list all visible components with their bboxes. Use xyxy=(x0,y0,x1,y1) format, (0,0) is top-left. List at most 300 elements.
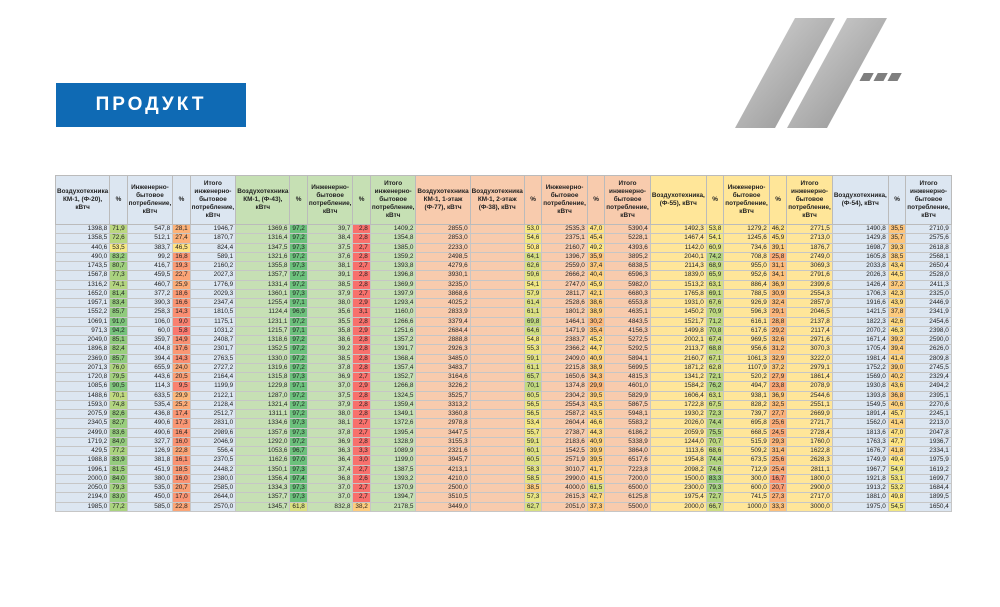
table-cell: 29,2 xyxy=(769,326,786,335)
table-cell: 2026,0 xyxy=(650,419,706,428)
table-cell: 19,3 xyxy=(173,262,190,271)
table-cell: 2888,8 xyxy=(416,336,470,345)
table-cell: 2554,3 xyxy=(542,400,588,409)
table-row xyxy=(56,419,952,428)
table-cell: 74,1 xyxy=(110,280,127,289)
table-cell: 1391,7 xyxy=(370,345,416,354)
table-cell: 1719,2 xyxy=(56,437,110,446)
table-cell: 18,6 xyxy=(173,289,190,298)
table-cell: 33,3 xyxy=(769,502,786,511)
column-header: Инженерно-бытовое потребление, кВтч xyxy=(127,176,173,225)
table-cell: 94,2 xyxy=(110,326,127,335)
table-cell: 1930,2 xyxy=(650,410,706,419)
table-cell: 2499,0 xyxy=(56,428,110,437)
table-cell: 69,8 xyxy=(524,317,541,326)
table-cell: 1749,9 xyxy=(832,456,888,465)
table-cell: 64,6 xyxy=(524,326,541,335)
table-cell: 37,9 xyxy=(307,289,353,298)
table-cell: 45,7 xyxy=(888,410,905,419)
table-cell: 65,9 xyxy=(706,271,723,280)
table-cell: 4156,3 xyxy=(605,326,651,335)
table-cell: 1316,4 xyxy=(236,234,290,243)
table-cell: 44,3 xyxy=(587,428,604,437)
table-row xyxy=(56,484,952,493)
table-cell: 5948,1 xyxy=(605,410,651,419)
table-cell: 97,1 xyxy=(290,382,307,391)
table-cell: 2666,2 xyxy=(542,271,588,280)
table-cell: 25,8 xyxy=(769,252,786,261)
table-cell: 5583,2 xyxy=(605,419,651,428)
table-cell: 1352,5 xyxy=(236,345,290,354)
table-row xyxy=(56,363,952,372)
table-cell: 39,7 xyxy=(307,225,353,234)
table-cell: 2749,0 xyxy=(787,252,833,261)
table-row xyxy=(56,262,952,271)
table-cell: 38,6 xyxy=(307,336,353,345)
table-cell: 2710,9 xyxy=(906,225,952,234)
column-header: % xyxy=(888,176,905,225)
table-cell: 2559,0 xyxy=(542,262,588,271)
table-cell: 2049,0 xyxy=(56,336,110,345)
table-cell: 2270,6 xyxy=(906,400,952,409)
table-cell: 5894,1 xyxy=(605,354,651,363)
table-cell: 490,6 xyxy=(127,428,173,437)
table-cell: 1988,8 xyxy=(56,456,110,465)
table-cell: 17,4 xyxy=(173,410,190,419)
table-cell: 1913,2 xyxy=(832,484,888,493)
table-cell: 63,1 xyxy=(706,391,723,400)
table-cell: 81,4 xyxy=(110,289,127,298)
table-cell: 1684,4 xyxy=(906,484,952,493)
table-cell: 79,5 xyxy=(110,373,127,382)
table-cell: 35,9 xyxy=(587,252,604,261)
table-cell: 37,0 xyxy=(307,493,353,502)
column-header: % xyxy=(353,176,370,225)
table-cell: 4843,5 xyxy=(605,317,651,326)
column-header: Итого инженерно-бытовое потребление, кВтч xyxy=(190,176,236,225)
table-cell xyxy=(470,308,524,317)
column-header: % xyxy=(110,176,127,225)
column-header: Итого инженерно-бытовое потребление, кВтч xyxy=(906,176,952,225)
table-cell: 673,5 xyxy=(724,456,770,465)
table-cell: 708,8 xyxy=(724,252,770,261)
table-cell: 6596,3 xyxy=(605,271,651,280)
table-cell: 971,3 xyxy=(56,326,110,335)
table-cell: 1357,7 xyxy=(236,493,290,502)
table-cell: 61,4 xyxy=(524,299,541,308)
table-cell: 2114,3 xyxy=(650,262,706,271)
table-cell: 2,8 xyxy=(353,317,370,326)
table-cell: 2618,8 xyxy=(906,243,952,252)
table-cell: 2051,0 xyxy=(542,502,588,511)
table-cell: 2,8 xyxy=(353,252,370,261)
table-row xyxy=(56,428,952,437)
column-header: Итого инженерно-бытовое потребление, кВтч xyxy=(370,176,416,225)
table-cell: 74,4 xyxy=(706,419,723,428)
table-cell: 1881,0 xyxy=(832,493,888,502)
table-cell: 4213,1 xyxy=(416,465,470,474)
table-cell: 31,4 xyxy=(769,447,786,456)
table-cell: 1698,7 xyxy=(832,243,888,252)
table-cell: 515,9 xyxy=(724,437,770,446)
table-cell: 390,3 xyxy=(127,299,173,308)
table-cell: 39,1 xyxy=(307,271,353,280)
column-header: Инженерно-бытовое потребление, кВтч xyxy=(542,176,588,225)
table-cell: 741,5 xyxy=(724,493,770,502)
table-cell: 2395,1 xyxy=(906,391,952,400)
table-cell: 2626,0 xyxy=(906,345,952,354)
table-cell: 1542,5 xyxy=(542,447,588,456)
table-cell: 3868,6 xyxy=(416,289,470,298)
table-cell: 1409,2 xyxy=(370,225,416,234)
table-cell: 938,1 xyxy=(724,391,770,400)
table-cell: 3379,4 xyxy=(416,317,470,326)
table-cell xyxy=(470,391,524,400)
table-cell: 83,0 xyxy=(110,493,127,502)
table-cell: 20,7 xyxy=(769,484,786,493)
table-cell: 83,3 xyxy=(706,474,723,483)
table-cell: 2811,1 xyxy=(787,465,833,474)
table-cell: 43,9 xyxy=(888,299,905,308)
table-cell: 3164,6 xyxy=(416,373,470,382)
table-cell: 54,9 xyxy=(888,465,905,474)
table-cell: 1899,5 xyxy=(906,493,952,502)
table-cell: 1287,0 xyxy=(236,391,290,400)
table-cell: 2,8 xyxy=(353,345,370,354)
table-cell: 82,7 xyxy=(110,419,127,428)
table-cell: 3000,0 xyxy=(787,502,833,511)
column-header: Воздухотехника КМ-1, (Ф-43), кВтч xyxy=(236,176,290,225)
table-cell: 1650,4 xyxy=(906,502,952,511)
table-cell: 1760,0 xyxy=(787,437,833,446)
table-cell: 28,8 xyxy=(769,317,786,326)
table-cell: 668,5 xyxy=(724,428,770,437)
table-cell: 37,5 xyxy=(307,243,353,252)
table-row xyxy=(56,317,952,326)
table-cell xyxy=(470,447,524,456)
table-cell: 74,6 xyxy=(706,465,723,474)
table-cell: 1061,3 xyxy=(724,354,770,363)
table-cell: 2989,6 xyxy=(190,428,236,437)
table-cell: 82,4 xyxy=(110,345,127,354)
table-cell: 2615,3 xyxy=(542,493,588,502)
table-cell: 956,6 xyxy=(724,345,770,354)
table-cell: 45,9 xyxy=(587,280,604,289)
table-cell: 824,4 xyxy=(190,243,236,252)
table-cell: 3864,0 xyxy=(605,447,651,456)
table-cell: 2809,8 xyxy=(906,354,952,363)
table-cell: 2408,7 xyxy=(190,336,236,345)
table-cell: 56,5 xyxy=(524,410,541,419)
table-cell: 97,2 xyxy=(290,363,307,372)
table-cell: 3360,8 xyxy=(416,410,470,419)
table-cell: 2334,1 xyxy=(906,447,952,456)
table-cell: 2,8 xyxy=(353,234,370,243)
table-cell: 2721,7 xyxy=(787,419,833,428)
table-cell: 1328,9 xyxy=(370,437,416,446)
table-cell: 1871,2 xyxy=(650,363,706,372)
table-cell: 38,0 xyxy=(307,299,353,308)
table-cell: 2213,0 xyxy=(906,419,952,428)
table-cell: 39,5 xyxy=(587,456,604,465)
table-cell: 5292,5 xyxy=(605,345,651,354)
table-cell: 1605,8 xyxy=(832,252,888,261)
table-cell: 1492,3 xyxy=(650,225,706,234)
table-cell: 2498,5 xyxy=(416,252,470,261)
table-cell: 2771,5 xyxy=(787,225,833,234)
table-cell: 440,6 xyxy=(56,243,110,252)
table-cell: 494,7 xyxy=(724,382,770,391)
table-cell xyxy=(470,243,524,252)
table-cell: 2128,4 xyxy=(190,400,236,409)
table-cell: 380,0 xyxy=(127,474,173,483)
table-cell: 67,1 xyxy=(706,354,723,363)
table-cell: 36,9 xyxy=(307,437,353,446)
table-cell: 1370,9 xyxy=(370,484,416,493)
table-cell: 53,2 xyxy=(888,484,905,493)
column-header: % xyxy=(173,176,190,225)
table-cell: 589,1 xyxy=(190,252,236,261)
table-cell: 43,4 xyxy=(888,262,905,271)
table-cell: 2568,1 xyxy=(906,252,952,261)
column-header: Итого инженерно-бытовое потребление, кВтч xyxy=(605,176,651,225)
table-cell: 67,6 xyxy=(706,299,723,308)
table-cell: 17,3 xyxy=(173,419,190,428)
table-cell: 2050,0 xyxy=(56,484,110,493)
table-cell: 2738,7 xyxy=(542,428,588,437)
table-cell: 81,5 xyxy=(110,465,127,474)
table-cell: 49,4 xyxy=(888,456,905,465)
table-cell: 97,3 xyxy=(290,493,307,502)
table-cell: 2747,0 xyxy=(542,280,588,289)
table-cell: 1720,8 xyxy=(56,373,110,382)
table-cell: 1521,7 xyxy=(650,317,706,326)
table-cell: 2585,0 xyxy=(190,484,236,493)
table-cell: 41,5 xyxy=(587,474,604,483)
table-cell: 1372,6 xyxy=(370,419,416,428)
table-cell: 2059,9 xyxy=(650,428,706,437)
table-cell: 6838,5 xyxy=(605,262,651,271)
table-cell: 2554,3 xyxy=(787,289,833,298)
table-cell: 1395,4 xyxy=(370,428,416,437)
table-cell: 60,9 xyxy=(706,243,723,252)
table-cell xyxy=(470,484,524,493)
table-cell: 4210,0 xyxy=(416,474,470,483)
table-cell: 60,5 xyxy=(524,456,541,465)
table-cell: 38,5 xyxy=(524,484,541,493)
table-row xyxy=(56,474,952,483)
table-cell: 2164,4 xyxy=(190,373,236,382)
table-cell: 788,5 xyxy=(724,289,770,298)
table-cell: 1930,8 xyxy=(832,382,888,391)
table-cell: 4815,3 xyxy=(605,373,651,382)
table-cell: 84,0 xyxy=(110,474,127,483)
table-cell: 58,3 xyxy=(524,465,541,474)
table-cell: 97,2 xyxy=(290,317,307,326)
table-cell: 14,3 xyxy=(173,354,190,363)
table-cell: 1985,0 xyxy=(56,502,110,511)
table-cell: 828,2 xyxy=(724,400,770,409)
table-cell: 1393,2 xyxy=(370,474,416,483)
table-cell xyxy=(470,419,524,428)
table-cell: 3222,0 xyxy=(787,354,833,363)
table-cell: 32,9 xyxy=(769,354,786,363)
table-cell: 2000,0 xyxy=(650,502,706,511)
table-row xyxy=(56,326,952,335)
table-cell: 35,8 xyxy=(307,326,353,335)
table-cell xyxy=(470,336,524,345)
table-cell: 1936,7 xyxy=(906,437,952,446)
table-cell: 1567,8 xyxy=(56,271,110,280)
table-cell: 1358,5 xyxy=(56,234,110,243)
table-cell: 49,2 xyxy=(587,243,604,252)
table-cell: 97,3 xyxy=(290,373,307,382)
table-cell: 1622,8 xyxy=(787,447,833,456)
table-cell xyxy=(470,280,524,289)
table-cell: 2604,4 xyxy=(542,419,588,428)
column-header: Воздухотехника КМ-1, 1-этаж (Ф-77), кВтч xyxy=(416,176,470,225)
table-cell: 97,3 xyxy=(290,243,307,252)
table-cell: 3226,2 xyxy=(416,382,470,391)
table-row xyxy=(56,308,952,317)
table-cell: 1315,8 xyxy=(236,373,290,382)
table-cell: 1350,1 xyxy=(236,465,290,474)
table-cell: 2117,4 xyxy=(787,326,833,335)
table-cell: 1357,6 xyxy=(236,428,290,437)
table-cell: 2194,0 xyxy=(56,493,110,502)
table-cell xyxy=(470,289,524,298)
table-cell: 2570,0 xyxy=(190,502,236,511)
table-cell: 2160,7 xyxy=(650,354,706,363)
table-cell: 36,8 xyxy=(888,391,905,400)
table-cell: 28,1 xyxy=(173,225,190,234)
table-cell: 2033,8 xyxy=(832,262,888,271)
table-cell: 2,8 xyxy=(353,410,370,419)
table-cell: 2494,2 xyxy=(906,382,952,391)
table-cell: 1876,7 xyxy=(787,243,833,252)
table-cell: 97,2 xyxy=(290,271,307,280)
table-cell: 2728,4 xyxy=(787,428,833,437)
table-cell xyxy=(470,234,524,243)
table-cell: 886,4 xyxy=(724,280,770,289)
table-row xyxy=(56,252,952,261)
table-cell xyxy=(470,262,524,271)
table-cell: 1776,9 xyxy=(190,280,236,289)
table-cell: 97,3 xyxy=(290,428,307,437)
table-cell: 1954,8 xyxy=(650,456,706,465)
table-cell: 3930,1 xyxy=(416,271,470,280)
table-cell: 14,9 xyxy=(173,336,190,345)
table-cell: 2233,0 xyxy=(416,243,470,252)
table-cell: 1347,5 xyxy=(236,243,290,252)
table-cell xyxy=(470,410,524,419)
table-cell: 9,5 xyxy=(173,382,190,391)
table-cell: 1031,2 xyxy=(190,326,236,335)
table-cell: 53,8 xyxy=(706,225,723,234)
table-cell: 1396,8 xyxy=(370,271,416,280)
table-cell: 2137,8 xyxy=(787,317,833,326)
table-cell: 70,7 xyxy=(706,437,723,446)
table-cell: 37,2 xyxy=(888,280,905,289)
table-cell xyxy=(470,271,524,280)
table-cell: 1089,9 xyxy=(370,447,416,456)
table-cell: 49,8 xyxy=(888,493,905,502)
column-header: Воздухотехника КМ-1, 2-этаж (Ф-38), кВтч xyxy=(470,176,524,225)
column-header: Инженерно-бытовое потребление, кВтч xyxy=(307,176,353,225)
table-cell: 38,9 xyxy=(587,308,604,317)
table-cell: 1813,6 xyxy=(832,428,888,437)
table-cell: 1967,7 xyxy=(832,465,888,474)
table-cell: 596,3 xyxy=(724,308,770,317)
table-cell: 79,3 xyxy=(706,484,723,493)
table-cell: 6517,6 xyxy=(605,456,651,465)
table-cell: 45,4 xyxy=(587,234,604,243)
table-cell: 2,8 xyxy=(353,280,370,289)
table-cell: 27,9 xyxy=(769,373,786,382)
table-cell: 2026,3 xyxy=(832,271,888,280)
table-cell: 381,8 xyxy=(127,456,173,465)
table-cell: 18,5 xyxy=(173,465,190,474)
table-cell: 2325,0 xyxy=(906,289,952,298)
table-cell: 56,5 xyxy=(524,400,541,409)
table-row xyxy=(56,456,952,465)
table-cell: 1671,4 xyxy=(832,336,888,345)
table-cell: 450,0 xyxy=(127,493,173,502)
table-row xyxy=(56,336,952,345)
table-cell: 97,3 xyxy=(290,289,307,298)
column-header: Воздухотехника, (Ф-54), кВтч xyxy=(832,176,888,225)
table-cell: 969,5 xyxy=(724,336,770,345)
table-cell: 1699,7 xyxy=(906,474,952,483)
table-cell: 38,5 xyxy=(307,280,353,289)
table-cell: 739,7 xyxy=(724,410,770,419)
table-cell: 7200,0 xyxy=(605,474,651,483)
table-cell: 1160,0 xyxy=(370,308,416,317)
table-cell: 2628,3 xyxy=(787,456,833,465)
table-cell: 2046,5 xyxy=(787,308,833,317)
table-row xyxy=(56,465,952,474)
table-cell: 2791,6 xyxy=(787,271,833,280)
table-cell: 734,6 xyxy=(724,243,770,252)
table-cell: 72,1 xyxy=(706,373,723,382)
table-cell: 2113,7 xyxy=(650,345,706,354)
table-cell: 60,1 xyxy=(524,447,541,456)
table-cell: 617,6 xyxy=(724,326,770,335)
table-cell: 30,2 xyxy=(587,317,604,326)
table-cell: 47,0 xyxy=(888,428,905,437)
table-cell: 46,2 xyxy=(769,225,786,234)
table-cell: 97,2 xyxy=(290,225,307,234)
table-cell: 1334,3 xyxy=(236,484,290,493)
table-cell: 1513,2 xyxy=(650,280,706,289)
table-cell: 44,5 xyxy=(888,271,905,280)
table-cell: 1650,6 xyxy=(542,373,588,382)
table-cell: 36,3 xyxy=(307,447,353,456)
table-cell: 2544,6 xyxy=(787,391,833,400)
table-cell: 27,3 xyxy=(769,493,786,502)
table-cell: 54,1 xyxy=(706,234,723,243)
table-cell: 97,2 xyxy=(290,437,307,446)
table-cell: 1743,5 xyxy=(56,262,110,271)
table-cell: 37,6 xyxy=(307,252,353,261)
table-cell: 1706,3 xyxy=(832,289,888,298)
table-cell: 37,4 xyxy=(587,262,604,271)
table-cell: 926,9 xyxy=(724,299,770,308)
table-cell: 59,1 xyxy=(524,354,541,363)
table-cell: 3069,3 xyxy=(787,262,833,271)
table-cell: 74,2 xyxy=(706,252,723,261)
table-cell: 97,1 xyxy=(290,299,307,308)
